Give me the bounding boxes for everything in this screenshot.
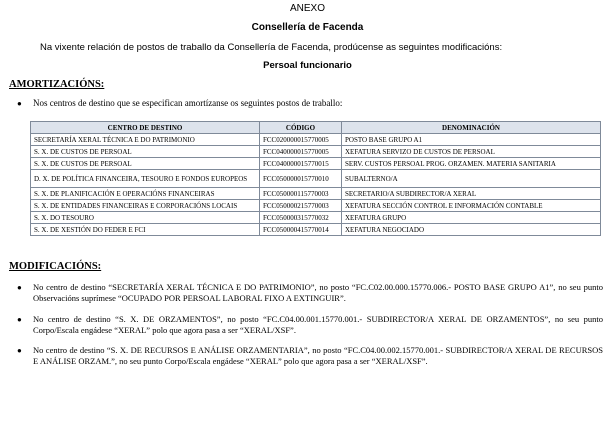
table-header-row [31, 122, 601, 134]
modification-item: No centro de destino “S. X. DE ORZAMENTOS”, no posto “FC.C04.00.001.15770.001.- SUBDIRECTOR/A XERAL DE ORZAMENTOS”, no seu punto Corpo/Escala engádese “XERAL” polo que agora pasa a ser “XERAL/XSF”. [33, 314, 603, 335]
table-row [31, 200, 601, 212]
column-header-centre: CENTRO DE DESTINO [31, 122, 260, 134]
cell-code: FCC040000015770015 [260, 158, 342, 170]
table-row [31, 158, 601, 170]
cell-code: FCC050000215770003 [260, 200, 342, 212]
cell-centre: S. X. DE ENTIDADES FINANCEIRAS E CORPORACIÓNS LOCAIS [31, 200, 260, 212]
table-row [31, 224, 601, 236]
cell-denomination: SUBALTERNO/A [342, 170, 601, 188]
modifications-heading: MODIFICACIÓNS: [9, 261, 102, 272]
bullet-icon: ● [17, 99, 22, 108]
cell-code: FCC050000415770014 [260, 224, 342, 236]
cell-centre: D. X. DE POLÍTICA FINANCEIRA, TESOURO E FONDOS EUROPEOS [31, 170, 260, 188]
posts-table [30, 121, 601, 236]
cell-denomination: XEFATURA NEGOCIADO [342, 224, 601, 236]
cell-centre: S. X. DO TESOURO [31, 212, 260, 224]
cell-centre: S. X. DE XESTIÓN DO FEDER E FCI [31, 224, 260, 236]
modification-item: No centro de destino “SECRETARÍA XERAL TÉCNICA E DO PATRIMONIO”, no posto “FC.C02.00.000.15770.006.- POSTO BASE GRUPO A1”, no seu punto Observacións suprímese “OCUPADO POR PERSOAL LABORAL FIXO A EXTINGUIR”. [33, 282, 603, 303]
cell-code: FCC020000015770005 [260, 134, 342, 146]
bullet-icon: ● [17, 346, 22, 355]
column-header-code: CÓDIGO [260, 122, 342, 134]
staff-type-title: Persoal funcionario [263, 60, 352, 71]
intro-text: Na vixente relación de postos de traballo da Consellería de Facenda, prodúcense as seguintes modificacións: [40, 42, 503, 53]
cell-denomination: POSTO BASE GRUPO A1 [342, 134, 601, 146]
table-row [31, 170, 601, 188]
table-row [31, 146, 601, 158]
cell-denomination: XEFATURA GRUPO [342, 212, 601, 224]
modification-item: No centro de destino “S. X. DE RECURSOS E ANÁLISE ORZAMENTARIA”, no posto “FC.C04.00.002.15770.001.- SUBDIRECTOR/A XERAL DE RECURSOS E ANÁLISE ORZAM.”, no seu punto Corpo/Escala engádese “XERAL” polo que agora pasa a ser “XERAL/XSF”. [33, 345, 603, 366]
cell-code: FCC050000315770032 [260, 212, 342, 224]
cell-centre: S. X. DE PLANIFICACIÓN E OPERACIÓNS FINANCEIRAS [31, 188, 260, 200]
cell-code: FCC040000015770005 [260, 146, 342, 158]
cell-denomination: SECRETARIO/A SUBDIRECTOR/A XERAL [342, 188, 601, 200]
annex-title: ANEXO [289, 3, 325, 14]
table-row [31, 212, 601, 224]
cell-centre: S. X. DE CUSTOS DE PERSOAL [31, 146, 260, 158]
cell-denomination: XEFATURA SERVIZO DE CUSTOS DE PERSOAL [342, 146, 601, 158]
column-header-denomination: DENOMINACIÓN [342, 122, 601, 134]
bullet-icon: ● [17, 283, 22, 292]
cell-denomination: XEFATURA SECCIÓN CONTROL E INFORMACIÓN CONTABLE [342, 200, 601, 212]
cell-code: FCC050000015770010 [260, 170, 342, 188]
amortizations-heading: AMORTIZACIÓNS: [9, 79, 105, 90]
cell-centre: SECRETARÍA XERAL TÉCNICA E DO PATRIMONIO [31, 134, 260, 146]
amortizations-intro: Nos centros de destino que se especifican amortízanse os seguintes postos de traballo: [33, 98, 343, 108]
table-row [31, 188, 601, 200]
department-title: Consellería de Facenda [251, 22, 364, 33]
cell-centre: S. X. DE CUSTOS DE PERSOAL [31, 158, 260, 170]
bullet-icon: ● [17, 315, 22, 324]
table-row [31, 134, 601, 146]
cell-code: FCC050000115770003 [260, 188, 342, 200]
cell-denomination: SERV. CUSTOS PERSOAL PROG. ORZAMEN. MATERIA SANITARIA [342, 158, 601, 170]
